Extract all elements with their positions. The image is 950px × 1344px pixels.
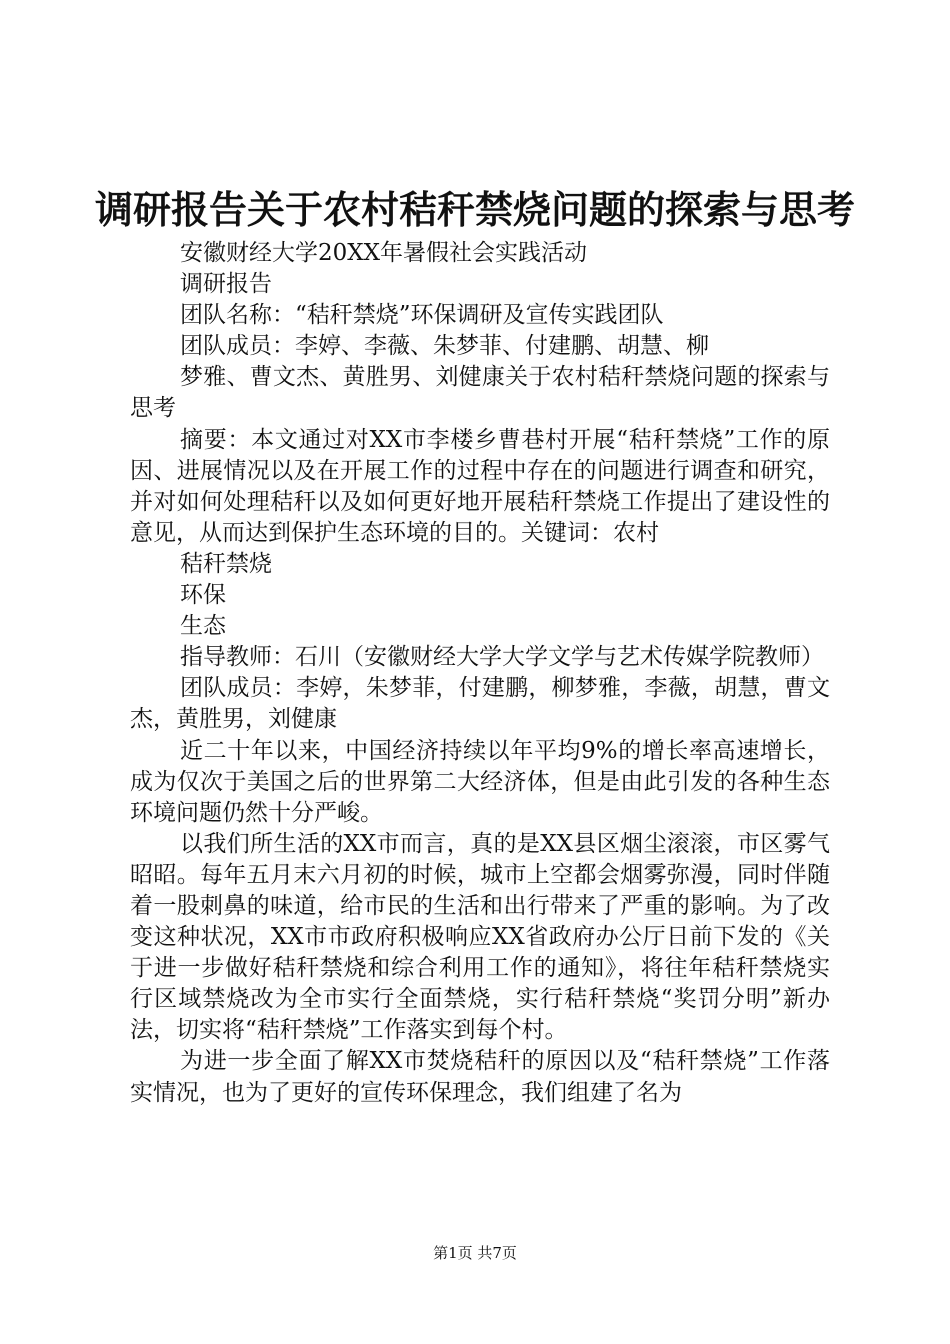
document-body — [130, 238, 830, 1109]
paragraph-city-smog: 以我们所生活的XX市而言，真的是XX县区烟尘滚滚，市区雾气昭昭。每年五月末六月初的时候，城市上空都会烟雾弥漫，同时伴随着一股刺鼻的味道，给市民的生活和出行带来了严重的影响。为了改变这种状况，XX市市政府积极响应XX省政府办公厅日前下发的《关于进一步做好秸秆禁烧和综合利用工作的通知》，将往年秸秆禁烧实行区域禁烧改为全市实行全面禁烧，实行秸秆禁烧“奖罚分明”新办法，切实将“秸秆禁烧”工作落实到每个村。 — [130, 830, 830, 1044]
paragraph-team-members: 团队成员：李婷、李薇、朱梦菲、付建鹏、胡慧、柳 — [180, 333, 709, 360]
paragraph-team-members-list: 团队成员：李婷，朱梦菲，付建鹏，柳梦雅，李薇，胡慧，曹文杰，黄胜男，刘健康 — [130, 675, 830, 733]
paragraph-keyword-straw-ban: 秸秆禁烧 — [180, 550, 272, 577]
paragraph-abstract: 摘要：本文通过对XX市李楼乡曹巷村开展“秸秆禁烧”工作的原因、进展情况以及在开展工作的过程中存在的问题进行调查和研究，并对如何处理秸秆以及如何更好地开展秸秆禁烧工作提出了建设性的意见，从而达到保护生态环境的目的。关键词：农村 — [130, 426, 830, 546]
paragraph-team-members-continued: 梦雅、曹文杰、黄胜男、刘健康关于农村秸秆禁烧问题的探索与思考 — [130, 364, 830, 422]
paragraph-keyword-environment: 环保 — [180, 582, 226, 609]
paragraph-team-purpose: 为进一步全面了解XX市焚烧秸秆的原因以及“秸秆禁烧”工作落实情况，也为了更好的宣传环保理念，我们组建了名为 — [130, 1048, 830, 1106]
paragraph-keyword-ecology: 生态 — [180, 613, 226, 640]
paragraph-advisor: 指导教师：石川（安徽财经大学大学文学与艺术传媒学院教师） — [180, 644, 824, 671]
page-footer: 第1页 共7页 — [433, 1244, 517, 1262]
paragraph-report-label: 调研报告 — [180, 271, 272, 298]
paragraph-economic-growth: 近二十年以来，中国经济持续以年平均9%的增长率高速增长，成为仅次于美国之后的世界第二大经济体，但是由此引发的各种生态环境问题仍然十分严峻。 — [130, 737, 830, 826]
paragraph-university-activity: 安徽财经大学20XX年暑假社会实践活动 — [180, 240, 588, 266]
document-title: 调研报告关于农村秸秆禁烧问题的探索与思考 — [94, 187, 855, 232]
paragraph-team-name: 团队名称：“秸秆禁烧”环保调研及宣传实践团队 — [180, 302, 664, 329]
